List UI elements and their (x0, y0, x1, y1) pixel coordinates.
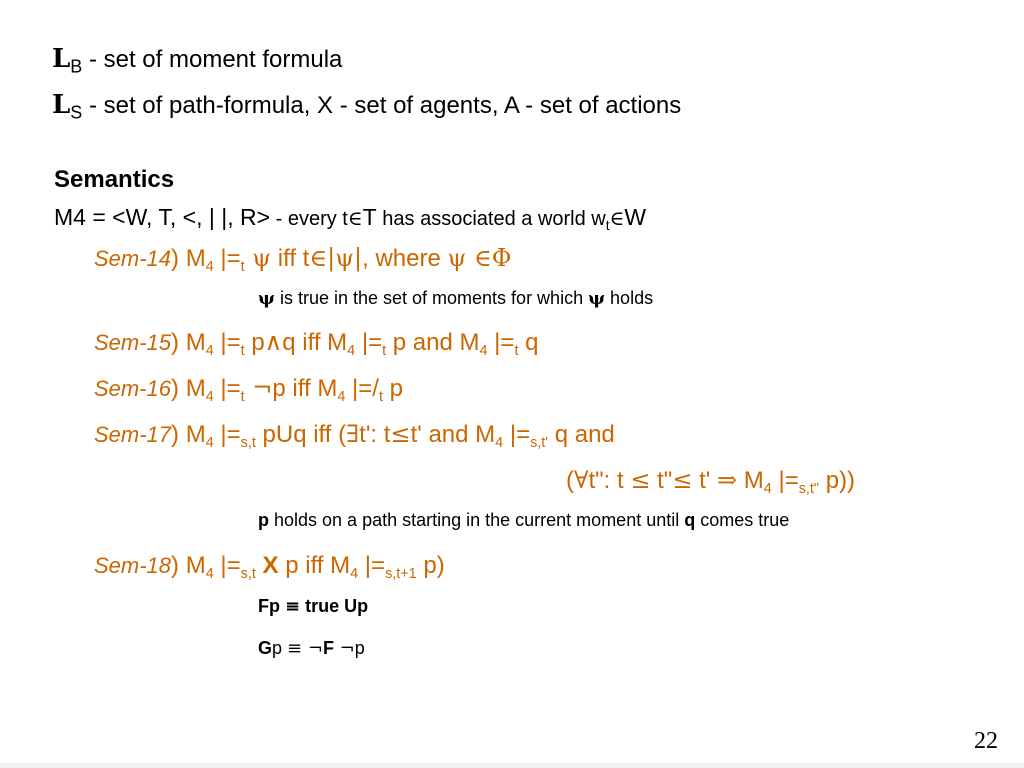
page-number: 22 (974, 728, 998, 754)
sem-15-rule: Sem-15) $M_4$ $|=_t$ p∧q iff $M_4$ $|=_t$ p and $M_4$ $|=_t$ q (94, 328, 539, 360)
sem-14-rule: Sem-14) $M_4$ $|=_t$ ψ iff t∈|ψ|, where ψ ∈Φ (94, 244, 512, 276)
def-lb: $L_B$ - set of moment formula (52, 44, 343, 77)
sem-14-note: ψ is true in the set of moments for which ψ holds (258, 288, 654, 309)
fp-definition: Fp ≡ true Up (258, 596, 369, 617)
def-ls: $L_S$ - set of path-formula, X - set of agents, A - set of actions (52, 90, 682, 123)
double-struck-l-icon: L (52, 44, 71, 74)
double-struck-l-icon: L (52, 90, 71, 120)
sem-18-rule: Sem-18) $M_4$ $|=_{s,t}$ X p iff $M_4$ $|=_{s,t+1}$ p) (94, 552, 445, 583)
gp-definition: Gp ≡ ¬F ¬p (258, 638, 365, 659)
sem-16-rule: Sem-16) $M_4$ $|=_t$ ¬p iff $M_4$ $|=/_t$ p (94, 374, 403, 406)
model-definition: M4 = <W, T, <, | |, R> - every t∈T has associated a world $w_t\in W$ (54, 204, 647, 233)
sem-17-note: p holds on a path starting in the current moment until q comes true (258, 510, 790, 530)
bottom-divider (0, 763, 1024, 768)
semantics-heading: Semantics (54, 166, 175, 193)
sem-17-continuation: (∀t": t ≤ t"≤ t' ⇒ $M_4$ $|=_{s,t"}$ p)) (566, 466, 856, 498)
sem-17-rule: Sem-17) $M_4$ $|=_{s,t}$ pUq iff (∃t': t≤t' and $M_4$ $|=_{s,t'}$ q and (94, 420, 615, 452)
